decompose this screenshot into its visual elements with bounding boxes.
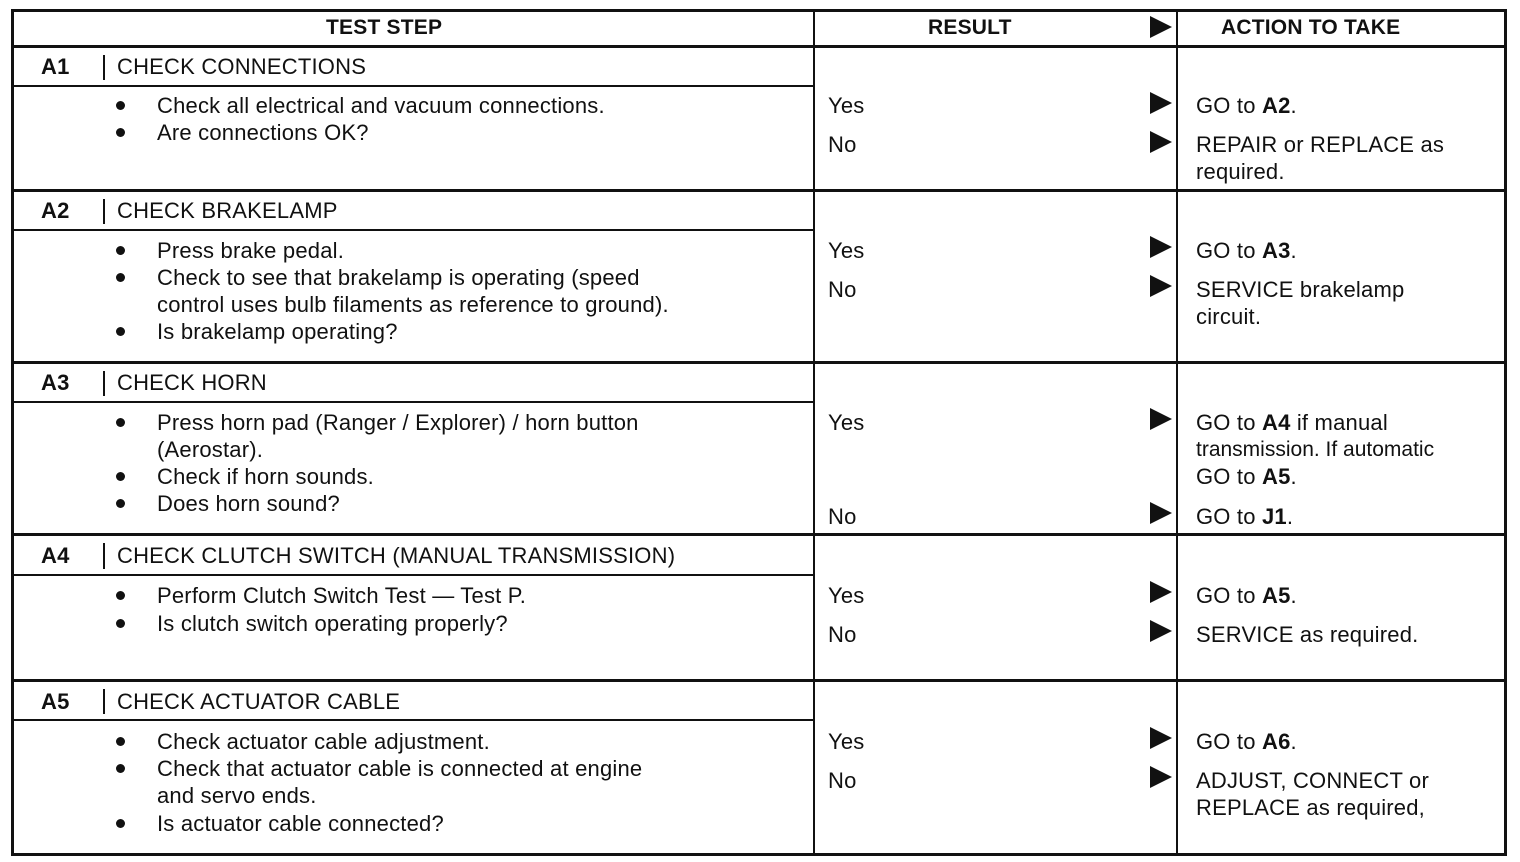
step-bullet: Is actuator cable connected? bbox=[157, 811, 444, 836]
bullet-icon bbox=[116, 273, 125, 282]
result-yes: Yes bbox=[828, 583, 865, 608]
bullet-icon bbox=[116, 819, 125, 828]
action-text: REPLACE as required, bbox=[1196, 795, 1425, 820]
action-text: GO to A6. bbox=[1196, 729, 1297, 754]
frame-left bbox=[11, 9, 14, 856]
result-no: No bbox=[828, 132, 857, 157]
result-no: No bbox=[828, 277, 857, 302]
step-bullet: Are connections OK? bbox=[157, 120, 369, 145]
step-bullet: Check to see that brakelamp is operating (speed bbox=[157, 265, 640, 290]
step-bullet: control uses bulb filaments as reference to ground). bbox=[157, 292, 669, 317]
bullet-icon bbox=[116, 737, 125, 746]
header-result: RESULT bbox=[928, 16, 1012, 39]
action-text: GO to A4 if manual bbox=[1196, 410, 1388, 435]
arrow-icon bbox=[1150, 620, 1172, 642]
step-id: A5 bbox=[41, 689, 70, 714]
action-text: transmission. If automatic bbox=[1196, 438, 1435, 461]
step-title: CHECK ACTUATOR CABLE bbox=[117, 689, 401, 714]
result-no: No bbox=[828, 504, 857, 529]
step-ref: A5 bbox=[1262, 583, 1291, 608]
step-id-divider bbox=[103, 689, 105, 714]
action-text: GO to A3. bbox=[1196, 238, 1297, 263]
arrow-icon bbox=[1150, 766, 1172, 788]
bullet-icon bbox=[116, 764, 125, 773]
action-text: GO to J1. bbox=[1196, 504, 1294, 529]
result-yes: Yes bbox=[828, 729, 865, 754]
arrow-icon bbox=[1150, 408, 1172, 430]
action-text: required. bbox=[1196, 159, 1285, 184]
arrow-icon bbox=[1150, 131, 1172, 153]
step-bullet: Press horn pad (Ranger / Explorer) / horn button bbox=[157, 410, 639, 435]
step-ref: A6 bbox=[1262, 729, 1291, 754]
header-divider bbox=[11, 45, 1507, 48]
result-yes: Yes bbox=[828, 93, 865, 118]
action-text: REPAIR or REPLACE as bbox=[1196, 132, 1445, 157]
step-title-divider bbox=[11, 401, 814, 403]
arrow-icon bbox=[1150, 502, 1172, 524]
step-title: CHECK HORN bbox=[117, 370, 267, 395]
step-bullet: Check if horn sounds. bbox=[157, 464, 374, 489]
step-bullet: Check actuator cable adjustment. bbox=[157, 729, 490, 754]
step-id-divider bbox=[103, 55, 105, 80]
step-title: CHECK CONNECTIONS bbox=[117, 54, 367, 79]
bullet-icon bbox=[116, 327, 125, 336]
step-id: A1 bbox=[41, 54, 70, 79]
arrow-icon bbox=[1150, 581, 1172, 603]
bullet-icon bbox=[116, 246, 125, 255]
step-bullet: Is brakelamp operating? bbox=[157, 319, 398, 344]
col-divider-result bbox=[813, 9, 815, 856]
arrow-icon bbox=[1150, 727, 1172, 749]
header-test-step: TEST STEP bbox=[326, 16, 443, 39]
header-arrow-icon bbox=[1150, 16, 1172, 38]
bullet-icon bbox=[116, 619, 125, 628]
step-title: CHECK CLUTCH SWITCH (MANUAL TRANSMISSION) bbox=[117, 543, 676, 568]
step-title: CHECK BRAKELAMP bbox=[117, 198, 338, 223]
step-id: A2 bbox=[41, 198, 70, 223]
frame-bottom bbox=[11, 853, 1507, 856]
row-divider bbox=[11, 679, 1507, 682]
step-title-divider bbox=[11, 719, 814, 721]
arrow-icon bbox=[1150, 275, 1172, 297]
row-divider bbox=[11, 189, 1507, 192]
result-yes: Yes bbox=[828, 238, 865, 263]
row-divider bbox=[11, 533, 1507, 536]
bullet-icon bbox=[116, 418, 125, 427]
step-bullet: Check that actuator cable is connected at engine bbox=[157, 756, 643, 781]
action-text: circuit. bbox=[1196, 304, 1262, 329]
step-ref: J1 bbox=[1262, 504, 1287, 529]
step-bullet: (Aerostar). bbox=[157, 437, 264, 462]
row-divider bbox=[11, 361, 1507, 364]
step-ref: A5 bbox=[1262, 464, 1291, 489]
step-bullet: and servo ends. bbox=[157, 783, 317, 808]
step-bullet: Is clutch switch operating properly? bbox=[157, 611, 508, 636]
action-text: GO to A5. bbox=[1196, 583, 1297, 608]
col-divider-action bbox=[1176, 9, 1178, 856]
step-id-divider bbox=[103, 199, 105, 224]
bullet-icon bbox=[116, 472, 125, 481]
step-ref: A2 bbox=[1262, 93, 1291, 118]
step-bullet: Does horn sound? bbox=[157, 491, 340, 516]
step-ref: A3 bbox=[1262, 238, 1291, 263]
step-title-divider bbox=[11, 574, 814, 576]
result-no: No bbox=[828, 622, 857, 647]
bullet-icon bbox=[116, 101, 125, 110]
step-title-divider bbox=[11, 85, 814, 87]
action-text: GO to A5. bbox=[1196, 464, 1297, 489]
action-text: ADJUST, CONNECT or bbox=[1196, 768, 1429, 793]
bullet-icon bbox=[116, 128, 125, 137]
step-id-divider bbox=[103, 543, 105, 569]
step-bullet: Check all electrical and vacuum connections. bbox=[157, 93, 605, 118]
step-id: A3 bbox=[41, 370, 70, 395]
step-id: A4 bbox=[41, 543, 70, 568]
step-title-divider bbox=[11, 229, 814, 231]
action-text: SERVICE brakelamp bbox=[1196, 277, 1405, 302]
result-yes: Yes bbox=[828, 410, 865, 435]
bullet-icon bbox=[116, 499, 125, 508]
arrow-icon bbox=[1150, 236, 1172, 258]
header-action: ACTION TO TAKE bbox=[1221, 16, 1401, 39]
action-text: GO to A2. bbox=[1196, 93, 1297, 118]
arrow-icon bbox=[1150, 92, 1172, 114]
bullet-icon bbox=[116, 591, 125, 600]
result-no: No bbox=[828, 768, 857, 793]
frame-right bbox=[1504, 9, 1507, 856]
step-ref: A4 bbox=[1262, 410, 1291, 435]
step-bullet: Perform Clutch Switch Test — Test P. bbox=[157, 583, 527, 608]
step-id-divider bbox=[103, 371, 105, 396]
step-bullet: Press brake pedal. bbox=[157, 238, 345, 263]
action-text: SERVICE as required. bbox=[1196, 622, 1419, 647]
frame-top bbox=[11, 9, 1507, 12]
